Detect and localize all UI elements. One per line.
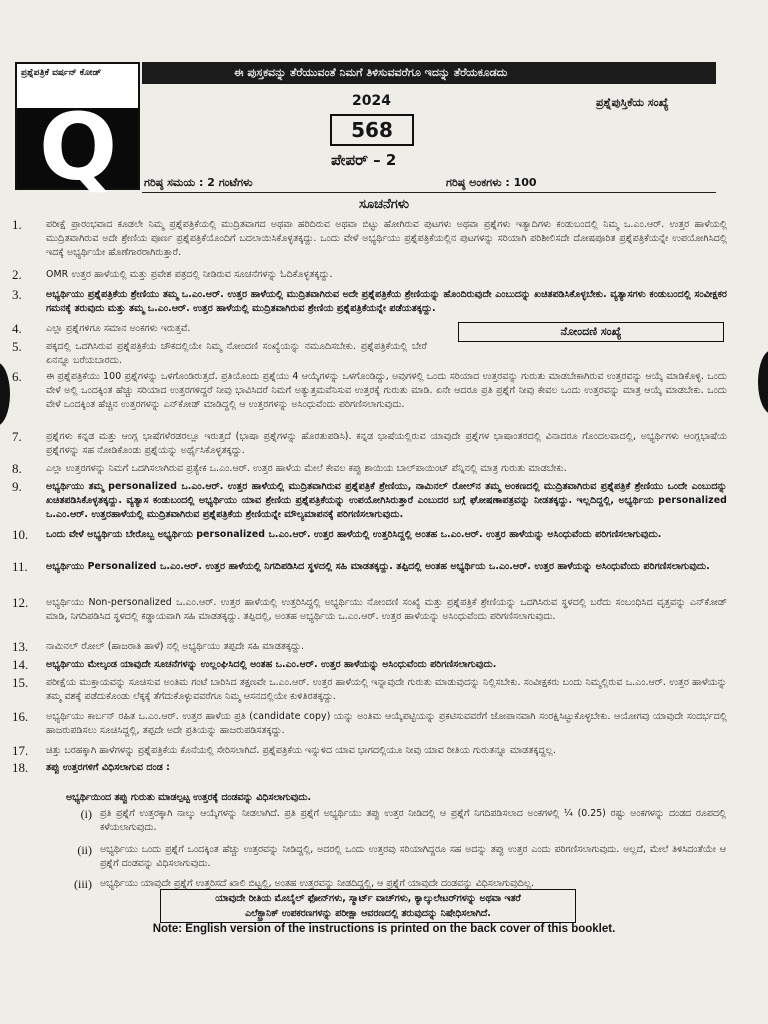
instruction-item: 9. ಅಭ್ಯರ್ಥಿಯು ತಮ್ಮ personalized ಒ.ಎಂ.ಆರ್. ಉತ್ತರ ಹಾಳೆಯಲ್ಲಿ ಮುದ್ರಿತವಾಗಿರುವ ಪ್ರಶ್ನೆಪತ್ರಿಕೆ ಶ್ರೇಣಿಯು, ನಾಮಿನಲ್ ರೋಲ್‌ನ ತಮ್ಮ ಅಂಕಣದಲ್ಲಿ ಮುದ್ರಿತವಾಗಿರುವ ಪ್ರಶ್ನೆಪತ್ರಿಕೆ ಶ್ರೇಣಿಯು ಒಂದೇ ಎಂಬುದನ್ನು ಖಚಿತಪಡಿಸಿಕೊಳ್ಳತಕ್ಕದ್ದು. ವ್ಯತ್ಯಾಸ ಕಂಡುಬಂದಲ್ಲಿ ಅಭ್ಯರ್ಥಿಯು ಯಾವ ಶ್ರೇಣಿಯ ಪ್ರಶ್ನೆಪತ್ರಿಕೆಯನ್ನು ಉಪಯೋಗಿಸಿರುತ್ತಾರೆ ಎಂಬುದರ ಬಗ್ಗೆ ಘೋಷಣಾಪತ್ರವನ್ನು ನೀಡತಕ್ಕದ್ದು. ಇಲ್ಲದಿದ್ದಲ್ಲಿ, ಅಭ್ಯರ್ಥಿಯ personalized ಒ.ಎಂ.ಆರ್. ಉತ್ತರಹಾಳೆಯಲ್ಲಿ ಮುದ್ರಿತವಾಗಿರುವ ಪ್ರಶ್ನೆಪತ್ರಿಕೆಯ ಶ್ರೇಣಿಯನ್ನೇ ಮೌಲ್ಯಮಾಪನಕ್ಕೆ ಪರಿಗಣಿಸಲಾಗುವುದು. bbox=[12, 479, 727, 520]
penalty-intro: ಅಭ್ಯರ್ಥಿಯಿಂದ ತಪ್ಪು ಗುರುತು ಮಾಡಲ್ಪಟ್ಟ ಉತ್ತರಕ್ಕೆ ದಂಡವನ್ನು ವಿಧಿಸಲಾಗುವುದು. bbox=[66, 792, 312, 803]
max-marks: ಗರಿಷ್ಠ ಅಂಕಗಳು : 100 bbox=[446, 176, 537, 189]
punch-hole bbox=[758, 350, 768, 414]
version-letter-block bbox=[17, 94, 138, 201]
instruction-item: 13. ನಾಮಿನಲ್ ರೋಲ್ (ಹಾಜರಾತಿ ಹಾಳೆ) ನಲ್ಲಿ ಅಭ್ಯರ್ಥಿಯು ತಪ್ಪದೇ ಸಹಿ ಮಾಡತಕ್ಕದ್ದು. bbox=[12, 639, 305, 654]
instruction-item: 17. ಚಿತ್ತು ಬರಹಕ್ಕಾಗಿ ಹಾಳೆಗಳನ್ನು ಪ್ರಶ್ನೆಪತ್ರಿಕೆಯ ಕೊನೆಯಲ್ಲಿ ಸೇರಿಸಲಾಗಿದೆ. ಪ್ರಶ್ನೆಪತ್ರಿಕೆಯ ಇನ್ನುಳಿದ ಯಾವ ಭಾಗದಲ್ಲಿಯೂ ನೀವು ಯಾವ ರೀತಿಯ ಗುರುತನ್ನೂ ಮಾಡತಕ್ಕದ್ದಲ್ಲ. bbox=[12, 743, 556, 758]
version-letter: Q bbox=[39, 94, 118, 201]
instruction-item: 11. ಅಭ್ಯರ್ಥಿಯು Personalized ಒ.ಎಂ.ಆರ್. ಉತ್ತರ ಹಾಳೆಯಲ್ಲಿ ನಿಗದಿಪಡಿಸಿದ ಸ್ಥಳದಲ್ಲಿ ಸಹಿ ಮಾಡತಕ್ಕದ್ದು. ತಪ್ಪಿದಲ್ಲಿ ಅಂತಹ ಅಭ್ಯರ್ಥಿಯ ಒ.ಎಂ.ಆರ್. ಉತ್ತರ ಹಾಳೆಯನ್ನು ಅಸಿಂಧುವೆಂದು ಪರಿಗಣಿಸಲಾಗುವುದು. bbox=[12, 559, 710, 574]
penalty-item: (i) ಪ್ರತಿ ಪ್ರಶ್ನೆಗೆ ಉತ್ತರಕ್ಕಾಗಿ ನಾಲ್ಕು ಆಯ್ಕೆಗಳನ್ನು ನೀಡಲಾಗಿದೆ. ಪ್ರತಿ ಪ್ರಶ್ನೆಗೆ ಅಭ್ಯರ್ಥಿಯು ತಪ್ಪು ಉತ್ತರ ನೀಡಿದಲ್ಲಿ ಆ ಪ್ರಶ್ನೆಗೆ ನಿಗದಿಪಡಿಸಲಾದ ಅಂಕಗಳಲ್ಲಿ ¼ (0.25) ರಷ್ಟು ಅಂಕಗಳನ್ನು ದಂಡದ ರೂಪದಲ್ಲಿ ಕಳೆಯಲಾಗುವುದು. bbox=[80, 807, 726, 833]
instruction-item: 1. ಪರೀಕ್ಷೆ ಪ್ರಾರಂಭವಾದ ಕೂಡಲೇ ನಿಮ್ಮ ಪ್ರಶ್ನೆಪತ್ರಿಕೆಯಲ್ಲಿ ಮುದ್ರಿತವಾಗದ ಅಥವಾ ಹರಿದಿರುವ ಅಥವಾ ಬಿಟ್ಟು ಹೋಗಿರುವ ಪುಟಗಳು ಅಥವಾ ಪ್ರಶ್ನೆಗಳು ಇತ್ಯಾದಿಗಳು ಕಂಡುಬಂದಲ್ಲಿ ನಿಮ್ಮ ಒ.ಎಂ.ಆರ್. ಉತ್ತರ ಹಾಳೆಯಲ್ಲಿ ಮುದ್ರಿತವಾಗಿರುವ ಅದೇ ಶ್ರೇಣಿಯ ಪೂರ್ಣ ಪ್ರಶ್ನೆಪತ್ರಿಕೆಯೊಂದಿಗೆ ಬದಲಾಯಿಸಿಕೊಳ್ಳತಕ್ಕದ್ದು. ಒಂದು ವೇಳೆ ಅಭ್ಯರ್ಥಿಯು ಪ್ರಶ್ನೆಪತ್ರಿಕೆಯಲ್ಲಿನ ಪುಟಗಳನ್ನು ಸರಿಯಾಗಿ ಪರಿಶೀಲಿಸದೇ ದೋಷಪೂರಿತ ಪ್ರಶ್ನೆಪತ್ರಿಕೆಯನ್ನೇ ಉಪಯೋಗಿಸಿದಲ್ಲಿ ಇದಕ್ಕೆ ಅಭ್ಯರ್ಥಿಯೇ ಹೊಣೆಗಾರರಾಗಿರುತ್ತಾರೆ. bbox=[12, 217, 727, 258]
do-not-open-banner: ಈ ಪುಸ್ತಕವನ್ನು ತೆರೆಯುವಂತೆ ನಿಮಗೆ ತಿಳಿಸುವವರೆಗೂ ಇದನ್ನು ತೆರೆಯಕೂಡದು bbox=[142, 62, 716, 84]
instructions-list bbox=[12, 218, 727, 773]
registration-number-box: ನೋಂದಣಿ ಸಂಖ್ಯೆ bbox=[458, 322, 724, 342]
instruction-item: 15. ಪರೀಕ್ಷೆಯ ಮುಕ್ತಾಯವನ್ನು ಸೂಚಿಸುವ ಅಂತಿಮ ಗಂಟೆ ಬಾರಿಸಿದ ತಕ್ಷಣವೇ ಒ.ಎಂ.ಆರ್. ಉತ್ತರ ಹಾಳೆಯಲ್ಲಿ ಇನ್ನಾವುದೇ ಗುರುತು ಮಾಡುವುದನ್ನು ನಿಲ್ಲಿಸಬೇಕು. ಸಂವೀಕ್ಷಕರು ಬಂದು ನಿಮ್ಮಲ್ಲಿರುವ ಒ.ಎಂ.ಆರ್. ಉತ್ತರ ಹಾಳೆಯನ್ನು ತಮ್ಮ ವಶಕ್ಕೆ ಪಡೆದುಕೊಂಡು ಲೆಕ್ಕಕ್ಕೆ ತೆಗೆದುಕೊಳ್ಳುವವರೆಗೂ ನಿಮ್ಮ ಆಸನದಲ್ಲಿಯೇ ಕುಳಿತಿರತಕ್ಕದ್ದು. bbox=[12, 675, 727, 702]
instruction-item: 18. ತಪ್ಪು ಉತ್ತರಗಳಿಗೆ ವಿಧಿಸಲಾಗುವ ದಂಡ : bbox=[12, 760, 170, 775]
punch-hole bbox=[0, 362, 10, 426]
instruction-item: 7. ಪ್ರಶ್ನೆಗಳು ಕನ್ನಡ ಮತ್ತು ಆಂಗ್ಲ ಭಾಷೆಗಳೆರಡರಲ್ಲೂ ಇರುತ್ತದೆ (ಭಾಷಾ ಪ್ರಶ್ನೆಗಳನ್ನು ಹೊರತುಪಡಿಸಿ). ಕನ್ನಡ ಭಾಷೆಯಲ್ಲಿರುವ ಯಾವುದೇ ಪ್ರಶ್ನೆಗಳ ಭಾಷಾಂತರದಲ್ಲಿ ವಿನಾದರೂ ಗೊಂದಲವಾದಲ್ಲಿ, ಅಭ್ಯರ್ಥಿಗಳು ಆಂಗ್ಲಭಾಷೆಯ ಪ್ರಶ್ನೆಗಳನ್ನು ಸಹ ನೋಡಿಕೊಂಡು ಪ್ರಶ್ನೆಯನ್ನು ಅರ್ಥೈಸಿಕೊಳ್ಳತಕ್ಕದ್ದು. bbox=[12, 429, 727, 456]
warning-line: ಯಾವುದೇ ರೀತಿಯ ಮೊಬೈಲ್ ಫೋನ್‌ಗಳು, ಸ್ಮಾರ್ಟ್ ವಾಚ್‌ಗಳು, ಕ್ಯಾಲ್ಕುಲೇಟರ್‌ಗಳನ್ನು ಅಥವಾ ಇತರೆ bbox=[215, 893, 521, 904]
instruction-item: 12. ಅಭ್ಯರ್ಥಿಯು Non-personalized ಒ.ಎಂ.ಆರ್. ಉತ್ತರ ಹಾಳೆಯಲ್ಲಿ ಉತ್ತರಿಸಿದ್ದಲ್ಲಿ ಅಭ್ಯರ್ಥಿಯು ನೋಂದಣಿ ಸಂಖ್ಯೆ ಮತ್ತು ಪ್ರಶ್ನೆಪತ್ರಿಕೆ ಶ್ರೇಣಿಯನ್ನು ಒದಗಿಸಿರುವ ಸ್ಥಳದಲ್ಲಿ ಬರೆದು ಸಂಬಂಧಿಸಿದ ವೃತ್ತವನ್ನು ಎನ್‌ಕೋಡ್ ಮಾಡಿ, ನಿಗದಿಪಡಿಸಿದ ಸ್ಥಳದಲ್ಲಿ ಕಡ್ಡಾಯವಾಗಿ ಸಹಿ ಮಾಡತಕ್ಕದ್ದು. ತಪ್ಪಿದಲ್ಲಿ, ಅಂತಹ ಅಭ್ಯರ್ಥಿಯ ಒ.ಎಂ.ಆರ್. ಉತ್ತರ ಹಾಳೆಯನ್ನು ಅಸಿಂಧುವೆಂದು ಪರಿಗಣಿಸಲಾಗುವುದು. bbox=[12, 595, 727, 622]
version-code-label: ಪ್ರಶ್ನೆಪತ್ರಿಕೆ ವರ್ಷನ್ ಕೋಡ್ bbox=[21, 68, 102, 78]
paper-number: 568 bbox=[330, 114, 414, 146]
header-divider bbox=[142, 192, 716, 193]
english-version-note: Note: English version of the instructions is printed on the back cover of this booklet. bbox=[152, 923, 616, 935]
version-code-box bbox=[15, 62, 140, 201]
instruction-item: 6. ಈ ಪ್ರಶ್ನೆಪತ್ರಿಕೆಯು 100 ಪ್ರಶ್ನೆಗಳನ್ನು ಒಳಗೊಂಡಿರುತ್ತದೆ. ಪ್ರತಿಯೊಂದು ಪ್ರಶ್ನೆಯು 4 ಆಯ್ಕೆಗಳನ್ನು ಒಳಗೊಂಡಿದ್ದು, ಅವುಗಳಲ್ಲಿ ಒಂದು ಸರಿಯಾದ ಉತ್ತರವನ್ನು ಗುರುತು ಮಾಡಬೇಕಾಗಿರುವ ಉತ್ತರವನ್ನು ಆಯ್ಕೆ ಮಾಡಿಕೊಳ್ಳಿ. ಒಂದು ವೇಳೆ ಅಲ್ಲಿ ಒಂದಕ್ಕಿಂತ ಹೆಚ್ಚು ಸರಿಯಾದ ಉತ್ತರಗಳಿದ್ದರೆ ನೀವು ಭಾವಿಸಿದರೆ ನಿಮಗೆ ಅತ್ಯುತ್ತಮವೆನಿಸುವ ಉತ್ತರಕ್ಕೆ ಗುರುತು ಮಾಡಿ. ಏನೇ ಆದರೂ ಪ್ರತಿ ಪ್ರಶ್ನೆಗೆ ನೀವು ಕೇವಲ ಒಂದು ಉತ್ತರವನ್ನು ಮಾತ್ರ ಆಯ್ಕೆ ಮಾಡಬೇಕು. ಒಂದು ವೇಳೆ ಒಂದಕ್ಕಿಂತ ಹೆಚ್ಚಿನ ಉತ್ತರಗಳನ್ನು ಎನ್‌ಕೋಡ್ ಮಾಡಿದ್ದಲ್ಲಿ ಆ ಉತ್ತರಗಳನ್ನು ಅಸಿಂಧುವೆಂದು ಪರಿಗಣಿಸಲಾಗುವುದು. bbox=[12, 369, 727, 410]
instructions-heading: ಸೂಚನೆಗಳು bbox=[358, 197, 410, 212]
instruction-item: 4. ಎಲ್ಲಾ ಪ್ರಶ್ನೆಗಳಿಗೂ ಸಮಾನ ಅಂಕಗಳು ಇರುತ್ತವೆ. bbox=[12, 321, 191, 336]
instruction-item: 8. ಎಲ್ಲಾ ಉತ್ತರಗಳನ್ನು ನಿಮಗೆ ಒದಗಿಸಲಾಗಿರುವ ಪ್ರತ್ಯೇಕ ಒ.ಎಂ.ಆರ್. ಉತ್ತರ ಹಾಳೆಯ ಮೇಲೆ ಕೇವಲ ಕಪ್ಪು ಶಾಯಿಯ ಬಾಲ್‌ಪಾಯಿಂಟ್ ಪೆನ್ನಿನಲ್ಲಿ ಮಾತ್ರ ಗುರುತು ಮಾಡಬೇಕು. bbox=[12, 461, 567, 476]
penalty-item: (ii) ಅಭ್ಯರ್ಥಿಯು ಒಂದು ಪ್ರಶ್ನೆಗೆ ಒಂದಕ್ಕಿಂತ ಹೆಚ್ಚು ಉತ್ತರವನ್ನು ನೀಡಿದ್ದಲ್ಲಿ, ಅದರಲ್ಲಿ ಒಂದು ಉತ್ತರವು ಸರಿಯಾಗಿದ್ದರೂ ಸಹ ಅದನ್ನು ತಪ್ಪು ಉತ್ತರ ಎಂದು ಪರಿಗಣಿಸಲಾಗುವುದು. ಅಲ್ಲದೆ, ಮೇಲೆ ತಿಳಿಸಿದಂತೆಯೇ ಆ ಪ್ರಶ್ನೆಗೆ ದಂಡವನ್ನು ವಿಧಿಸಲಾಗುವುದು. bbox=[77, 843, 726, 869]
instruction-item: 3. ಅಭ್ಯರ್ಥಿಯು ಪ್ರಶ್ನೆಪತ್ರಿಕೆಯ ಶ್ರೇಣಿಯು ತಮ್ಮ ಒ.ಎಂ.ಆರ್. ಉತ್ತರ ಹಾಳೆಯಲ್ಲಿ ಮುದ್ರಿತವಾಗಿರುವ ಅದೇ ಪ್ರಶ್ನೆಪತ್ರಿಕೆಯ ಶ್ರೇಣಿಯನ್ನು ಹೊಂದಿರುವುದೇ ಎಂಬುದನ್ನು ಖಚಿತಪಡಿಸಿಕೊಳ್ಳಬೇಕು. ವ್ಯತ್ಯಾಸಗಳು ಕಂಡುಬಂದಲ್ಲಿ ಸಂವೀಕ್ಷಕರ ಗಮನಕ್ಕೆ ತರುವುದು ಮತ್ತು ತಮ್ಮ ಒ.ಎಂ.ಆರ್. ಉತ್ತರ ಹಾಳೆಯಲ್ಲಿ ಮುದ್ರಿತವಾಗಿರುವ ಶ್ರೇಣಿಯ ಪ್ರಶ್ನೆಪತ್ರಿಕೆಯನ್ನೇ ಪಡೆಯತಕ್ಕದ್ದು. bbox=[12, 287, 727, 314]
penalty-item: (iii) ಅಭ್ಯರ್ಥಿಯು ಯಾವುದೇ ಪ್ರಶ್ನೆಗೆ ಉತ್ತರಿಸದೆ ಖಾಲಿ ಬಿಟ್ಟಲ್ಲಿ, ಅಂತಹ ಉತ್ತರವನ್ನು ನೀಡದಿದ್ದಲ್ಲಿ, ಆ ಪ್ರಶ್ನೆಗೆ ಯಾವುದೇ ದಂಡವನ್ನು ವಿಧಿಸಲಾಗುವುದಿಲ್ಲ. bbox=[74, 877, 535, 891]
paper-label: ಪೇಪರ್ – 2 bbox=[331, 151, 397, 169]
instruction-item: 10. ಒಂದು ವೇಳೆ ಅಭ್ಯರ್ಥಿಯ ಬೇರೊಬ್ಬ ಅಭ್ಯರ್ಥಿಯ personalized ಒ.ಎಂ.ಆರ್. ಉತ್ತರ ಹಾಳೆಯಲ್ಲಿ ಉತ್ತರಿಸಿದ್ದಲ್ಲಿ ಅಂತಹ ಒ.ಎಂ.ಆರ್. ಉತ್ತರ ಹಾಳೆಯನ್ನು ಅಸಿಂಧುವೆಂದು ಪರಿಗಣಿಸಲಾಗುವುದು. bbox=[12, 527, 662, 542]
instruction-item: 14. ಅಭ್ಯರ್ಥಿಯು ಮೇಲ್ಕಂಡ ಯಾವುದೇ ಸೂಚನೆಗಳನ್ನು ಉಲ್ಲಂಘಿಸಿದಲ್ಲಿ ಅಂತಹ ಒ.ಎಂ.ಆರ್. ಉತ್ತರ ಹಾಳೆಯನ್ನು ಅಸಿಂಧುವೆಂದು ಪರಿಗಣಿಸಲಾಗುವುದು. bbox=[12, 657, 497, 672]
warning-line: ಎಲೆಕ್ಟ್ರಾನಿಕ್ ಉಪಕರಣಗಳನ್ನು ಪರೀಕ್ಷಾ ಆವರಣದಲ್ಲಿ ತರುವುದನ್ನು ನಿಷೇಧಿಸಲಾಗಿದೆ. bbox=[245, 908, 491, 919]
penalty-section bbox=[66, 791, 726, 897]
max-time: ಗರಿಷ್ಠ ಸಮಯ : 2 ಗಂಟೆಗಳು bbox=[144, 176, 253, 189]
instruction-item: 5. ಪಕ್ಕದಲ್ಲಿ ಒದಗಿಸಿರುವ ಪ್ರಶ್ನೆಪತ್ರಿಕೆಯ ಚೌಕದಲ್ಲಿಯೇ ನಿಮ್ಮ ನೋಂದಣಿ ಸಂಖ್ಯೆಯನ್ನು ನಮೂದಿಸಬೇಕು. ಪ್ರಶ್ನೆಪತ್ರಿಕೆಯಲ್ಲಿ ಬೇರೆ ಏನನ್ನೂ ಬರೆಯಬಾರದು. bbox=[12, 339, 427, 366]
exam-year: 2024 bbox=[352, 93, 391, 109]
instruction-item: 16. ಅಭ್ಯರ್ಥಿಯು ಕಾರ್ಬನ್ ರಹಿತ ಒ.ಎಂ.ಆರ್. ಉತ್ತರ ಹಾಳೆಯ ಪ್ರತಿ (candidate copy) ಯನ್ನು ಅಂತಿಮ ಆಯ್ಕೆಪಟ್ಟಿಯನ್ನು ಪ್ರಕಟಿಸುವವರೆಗೆ ಜೋಪಾನವಾಗಿ ಸಂರಕ್ಷಿಸಿಟ್ಟುಕೊಳ್ಳಬೇಕು. ಆಯೋಗವು ಯಾವುದೇ ಸಂದರ್ಭದಲ್ಲಿ ಹಾಜರುಪಡಿಸಲು ಸೂಚಿಸಿದ್ದಲ್ಲಿ, ತಪ್ಪದೇ ಅದೇ ಪ್ರತಿಯನ್ನು ಹಾಜರುಪಡಿಸತಕ್ಕದ್ದು. bbox=[12, 709, 727, 736]
instruction-item: 2. OMR ಉತ್ತರ ಹಾಳೆಯಲ್ಲಿ ಮತ್ತು ಪ್ರವೇಶ ಪತ್ರದಲ್ಲಿ ನೀಡಿರುವ ಸೂಚನೆಗಳನ್ನು ಓದಿಕೊಳ್ಳತಕ್ಕದ್ದು. bbox=[12, 267, 333, 282]
booklet-series-label: ಪ್ರಶ್ನೆಪುಸ್ತಿಕೆಯ ಸಂಖ್ಯೆ bbox=[596, 96, 669, 109]
electronics-warning-box bbox=[160, 889, 576, 923]
